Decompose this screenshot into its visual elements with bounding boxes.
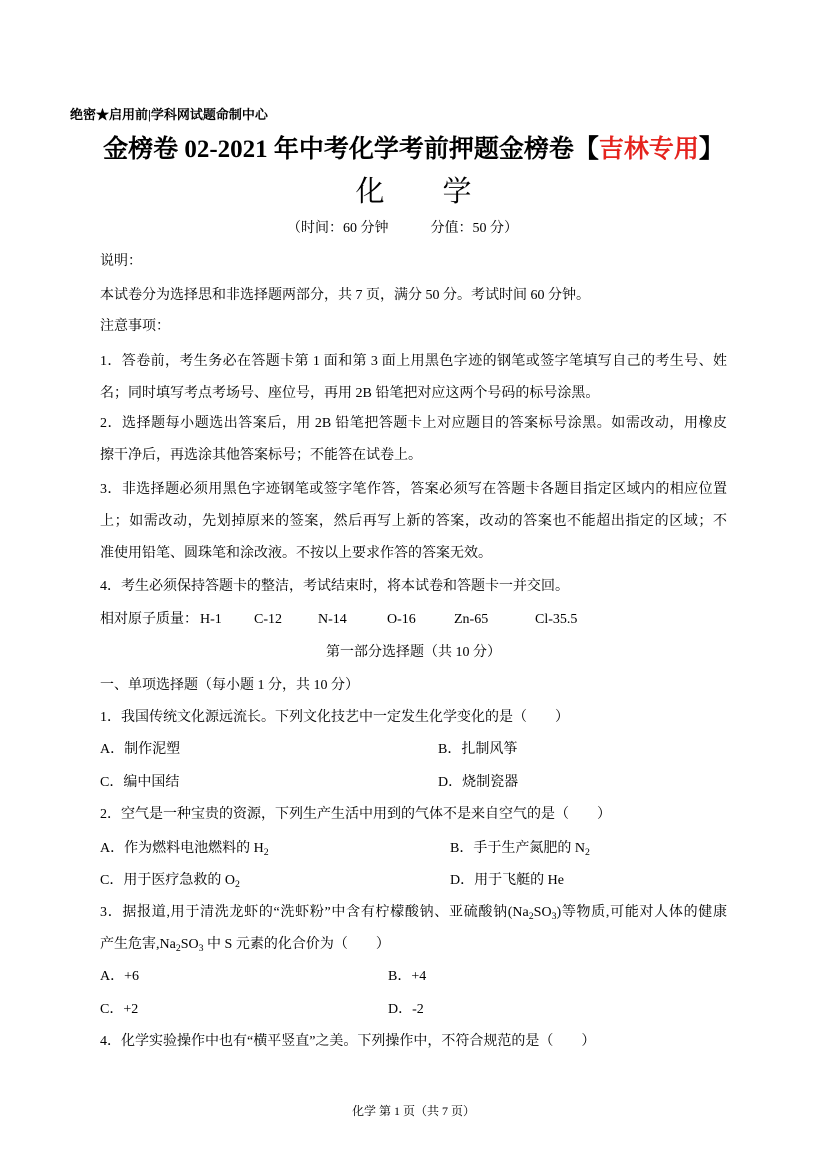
exam-info: （时间：60 分钟 分值：50 分） (287, 221, 518, 236)
stem-subscript: 3 (551, 910, 557, 922)
option-text: A．作为燃料电池燃料的 H (100, 841, 264, 856)
part-heading: 第一部分选择题（共 10 分） (326, 645, 501, 660)
stem-text: SO (180, 937, 199, 952)
exam-title (0, 134, 827, 166)
question-option: A．制作泥塑 (100, 742, 181, 757)
stem-text: SO (533, 905, 552, 920)
instructions-summary: 本试卷分为选择思和非选择题两部分，共 7 页，满分 50 分。考试时间 60 分钟。 (100, 288, 590, 303)
section-heading: 一、单项选择题（每小题 1 分，共 10 分） (100, 678, 359, 693)
exam-title-suffix: 】 (698, 136, 724, 163)
question-option: C．+2 (100, 1002, 139, 1017)
note-line: 准使用铅笔、圆珠笔和涂改液。不按以上要求作答的答案无效。 (100, 546, 492, 561)
instructions-heading: 说明： (100, 254, 142, 269)
atomic-mass-item: O-16 (387, 612, 416, 627)
atomic-mass-item: Cl-35.5 (535, 612, 578, 627)
note-line: 擦干净后，再选涂其他答案标号；不能答在试卷上。 (100, 448, 422, 463)
question-option: D．烧制瓷器 (438, 775, 519, 790)
stem-subscript: 2 (175, 942, 181, 954)
confidential-label: 绝密★启用前|学科网试题命制中心 (70, 107, 268, 122)
note-line: 2．选择题每小题选出答案后，用 2B 铅笔把答题卡上对应题目的答案标号涂黑。如需改动，用橡皮 (100, 416, 727, 431)
question-option (100, 871, 240, 891)
question-stem: 2．空气是一种宝贵的资源，下列生产生活中用到的气体不是来自空气的是（ ） (100, 807, 611, 822)
page-footer: 化学 第 1 页（共 7 页） (351, 1104, 475, 1118)
question-option: B．扎制风筝 (438, 742, 518, 757)
question-option: D．用于飞艇的 He (450, 873, 564, 888)
question-stem (100, 897, 727, 961)
question-option: B．+4 (388, 969, 427, 984)
notes-heading: 注意事项： (100, 319, 170, 334)
question-option (100, 839, 269, 859)
question-option: A．+6 (100, 969, 140, 984)
question-stem: 4．化学实验操作中也有“横平竖直”之美。下列操作中，不符合规范的是（ ） (100, 1034, 596, 1049)
stem-text: )等物质,可能对人体的健康 (556, 905, 727, 920)
atomic-mass-item: N-14 (318, 612, 347, 627)
option-subscript: 2 (234, 878, 240, 890)
note-line: 名；同时填写考点考场号、座位号，再用 2B 铅笔把对应这两个号码的标号涂黑。 (100, 386, 600, 401)
note-line: 3．非选择题必须用黑色字迹钢笔或签字笔作答，答案必须写在答题卡各题目指定区域内的相应位置 (100, 482, 727, 497)
stem-line (100, 897, 727, 929)
stem-text: 中 S 元素的化合价为（ ） (203, 937, 390, 952)
option-subscript: 2 (263, 846, 269, 858)
note-item (100, 474, 727, 570)
exam-title-prefix: 金榜卷 02-2021 年中考化学考前押题金榜卷【 (103, 136, 599, 163)
atomic-mass-item: Zn-65 (454, 612, 489, 627)
note-item (100, 346, 727, 410)
atomic-mass-item: H-1 (200, 612, 222, 627)
note-line: 上；如需改动，先划掉原来的签案，然后再写上新的答案，改动的答案也不能超出指定的区域；不 (100, 514, 727, 529)
stem-text: 产生危害,Na (100, 937, 176, 952)
stem-subscript: 2 (528, 910, 534, 922)
note-line: 1．答卷前，考生务必在答题卡第 1 面和第 3 面上用黑色字迹的钢笔或签字笔填写自己的考生号、姓 (100, 354, 727, 369)
option-subscript: 2 (584, 846, 590, 858)
stem-subscript: 3 (198, 942, 204, 954)
note-item (100, 408, 727, 472)
question-option (450, 839, 590, 859)
question-option: D．-2 (388, 1002, 424, 1017)
question-option: C．编中国结 (100, 775, 180, 790)
stem-text: 3．据报道,用于清洗龙虾的“洗虾粉”中含有柠檬酸钠、亚硫酸钠(Na (100, 905, 529, 920)
note-line: 4．考生必须保持答题卡的整洁，考试结束时，将本试卷和答题卡一并交回。 (100, 579, 569, 594)
option-text: C．用于医疗急救的 O (100, 873, 235, 888)
atomic-masses-label: 相对原子质量： (100, 612, 198, 627)
option-text: B．手于生产氮肥的 N (450, 841, 585, 856)
atomic-mass-item: C-12 (254, 612, 282, 627)
subject-heading: 化 学 (355, 176, 472, 208)
stem-line (100, 929, 727, 961)
exam-title-region: 吉林专用 (598, 136, 699, 163)
question-stem: 1．我国传统文化源远流长。下列文化技艺中一定发生化学变化的是（ ） (100, 710, 569, 725)
note-item (100, 571, 727, 603)
